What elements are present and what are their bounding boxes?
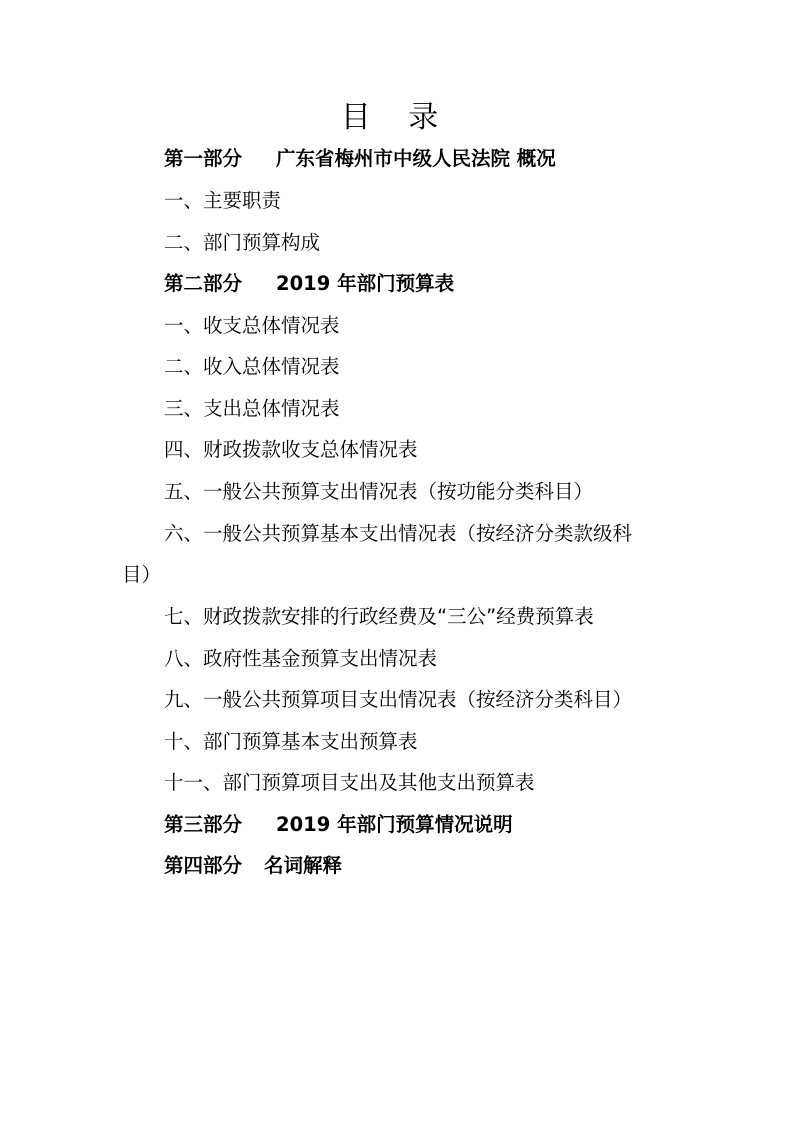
toc-item[interactable]: 二、部门预算构成 [164,231,321,254]
part-title: 广东省梅州市中级人民法院 概况 [276,147,556,170]
toc-item[interactable]: 七、财政拨款安排的行政经费及“三公”经费预算表 [164,605,594,628]
part-label: 第三部分 [164,813,243,836]
toc-part-1[interactable] [164,145,556,173]
toc-item[interactable]: 二、收入总体情况表 [164,355,340,378]
toc-item[interactable]: 一、主要职责 [164,189,282,212]
toc-item[interactable]: 九、一般公共预算项目支出情况表（按经济分类科目） [164,688,633,711]
part-title: 名词解释 [264,854,343,877]
toc-item[interactable]: 十、部门预算基本支出预算表 [164,730,418,753]
toc-item[interactable]: 十一、部门预算项目支出及其他支出预算表 [164,771,535,794]
part-title: 2019 年部门预算表 [276,272,455,295]
toc-item[interactable]: 一、收支总体情况表 [164,314,340,337]
part-title: 2019 年部门预算情况说明 [276,813,513,836]
toc-part-2[interactable] [164,270,454,298]
toc-item[interactable]: 六、一般公共预算基本支出情况表（按经济分类款级科 [164,522,633,545]
toc-part-3[interactable] [164,811,513,839]
part-label: 第二部分 [164,272,243,295]
toc-item[interactable]: 三、支出总体情况表 [164,397,340,420]
part-label: 第四部分 [164,854,243,877]
toc-item-continuation[interactable]: 目） [122,563,162,586]
toc-item[interactable]: 五、一般公共预算支出情况表（按功能分类科目） [164,480,594,503]
page-title: 目 录 [340,100,453,135]
part-label: 第一部分 [164,147,243,170]
toc-item[interactable]: 八、政府性基金预算支出情况表 [164,647,438,670]
toc-item[interactable]: 四、财政拨款收支总体情况表 [164,438,418,461]
toc-part-4[interactable] [164,852,342,880]
